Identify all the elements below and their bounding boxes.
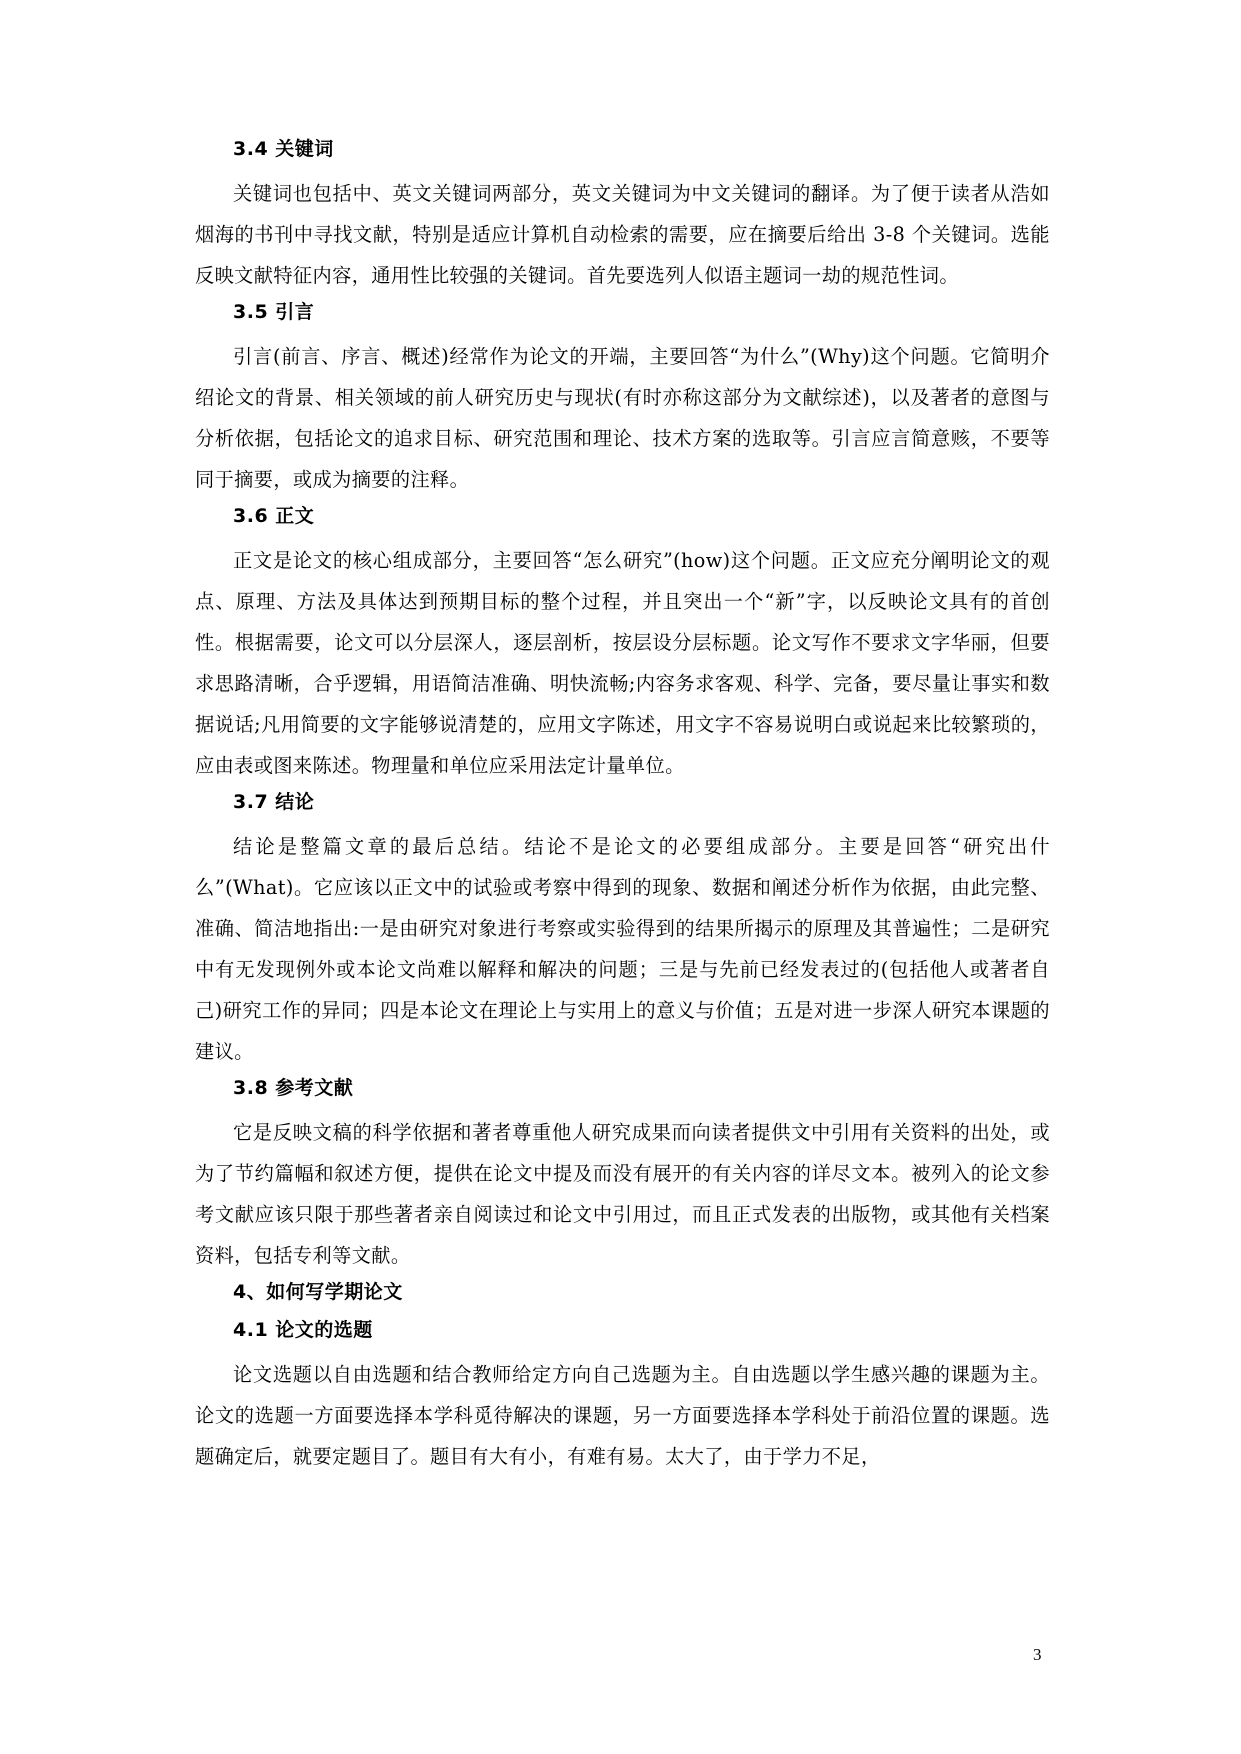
paragraph: 结论是整篇文章的最后总结。结论不是论文的必要组成部分。主要是回答“研究出什么”(What)。它应该以正文中的试验或考察中得到的现象、数据和阐述分析作为依据，由此完整、准确、简洁地指出:一是由研究对象进行考察或实验得到的结果所揭示的原理及其普遍性；二是研究中有无发现例外或本论文尚难以解释和解决的问题；三是与先前已经发表过的(包括他人或著者自己)研究工作的异同；四是本论文在理论上与实用上的意义与价值；五是对进一步深人研究本课题的建议。 [195,835,1050,1063]
section-heading: 3.8 参考文献 [233,1077,354,1099]
section-heading: 3.4 关键词 [233,138,334,160]
paragraph: 论文选题以自由选题和结合教师给定方向自己选题为主。自由选题以学生感兴趣的课题为主。论文的选题一方面要选择本学科觅待解决的课题，另一方面要选择本学科处于前沿位置的课题。选题确定后，就要定题目了。题目有大有小，有难有易。太大了，由于学力不足， [195,1363,1050,1468]
document-body [195,135,1050,1479]
chapter-heading: 4、如何写学期论文 [233,1281,403,1303]
paragraph: 引言(前言、序言、概述)经常作为论文的开端，主要回答“为什么”(Why)这个问题。它简明介绍论文的背景、相关领域的前人研究历史与现状(有时亦称这部分为文献综述)，以及著者的意图与分析依据，包括论文的追求目标、研究范围和理论、技术方案的选取等。引言应言简意赅，不要等同于摘要，或成为摘要的注释。 [195,345,1050,491]
paragraph: 它是反映文稿的科学依据和著者尊重他人研究成果而向读者提供文中引用有关资料的出处，或为了节约篇幅和叙述方便，提供在论文中提及而没有展开的有关内容的详尽文本。被列入的论文参考文献应该只限于那些著者亲自阅读过和论文中引用过，而且正式发表的出版物，或其他有关档案资料，包括专利等文献。 [195,1121,1050,1267]
section-heading: 3.6 正文 [233,505,315,527]
section-heading: 4.1 论文的选题 [233,1319,373,1341]
page-number: 3 [1033,1645,1042,1664]
section-heading: 3.7 结论 [233,791,315,813]
paragraph: 关键词也包括中、英文关键词两部分，英文关键词为中文关键词的翻译。为了便于读者从浩如烟海的书刊中寻找文献，特别是适应计算机自动检索的需要，应在摘要后给出 3-8 个关键词。选能反映文献特征内容，通用性比较强的关键词。首先要选列人似语主题词一劫的规范性词。 [195,182,1050,287]
section-heading: 3.5 引言 [233,301,315,323]
paragraph: 正文是论文的核心组成部分，主要回答“怎么研究”(how)这个问题。正文应充分阐明论文的观点、原理、方法及具体达到预期目标的整个过程，并且突出一个“新”字，以反映论文具有的首创性。根据需要，论文可以分层深人，逐层剖析，按层设分层标题。论文写作不要求文字华丽，但要求思路清晰，合乎逻辑，用语简洁准确、明快流畅;内容务求客观、科学、完备，要尽量让事实和数据说话;凡用简要的文字能够说清楚的，应用文字陈述，用文字不容易说明白或说起来比较繁琐的，应由表或图来陈述。物理量和单位应采用法定计量单位。 [195,549,1050,777]
